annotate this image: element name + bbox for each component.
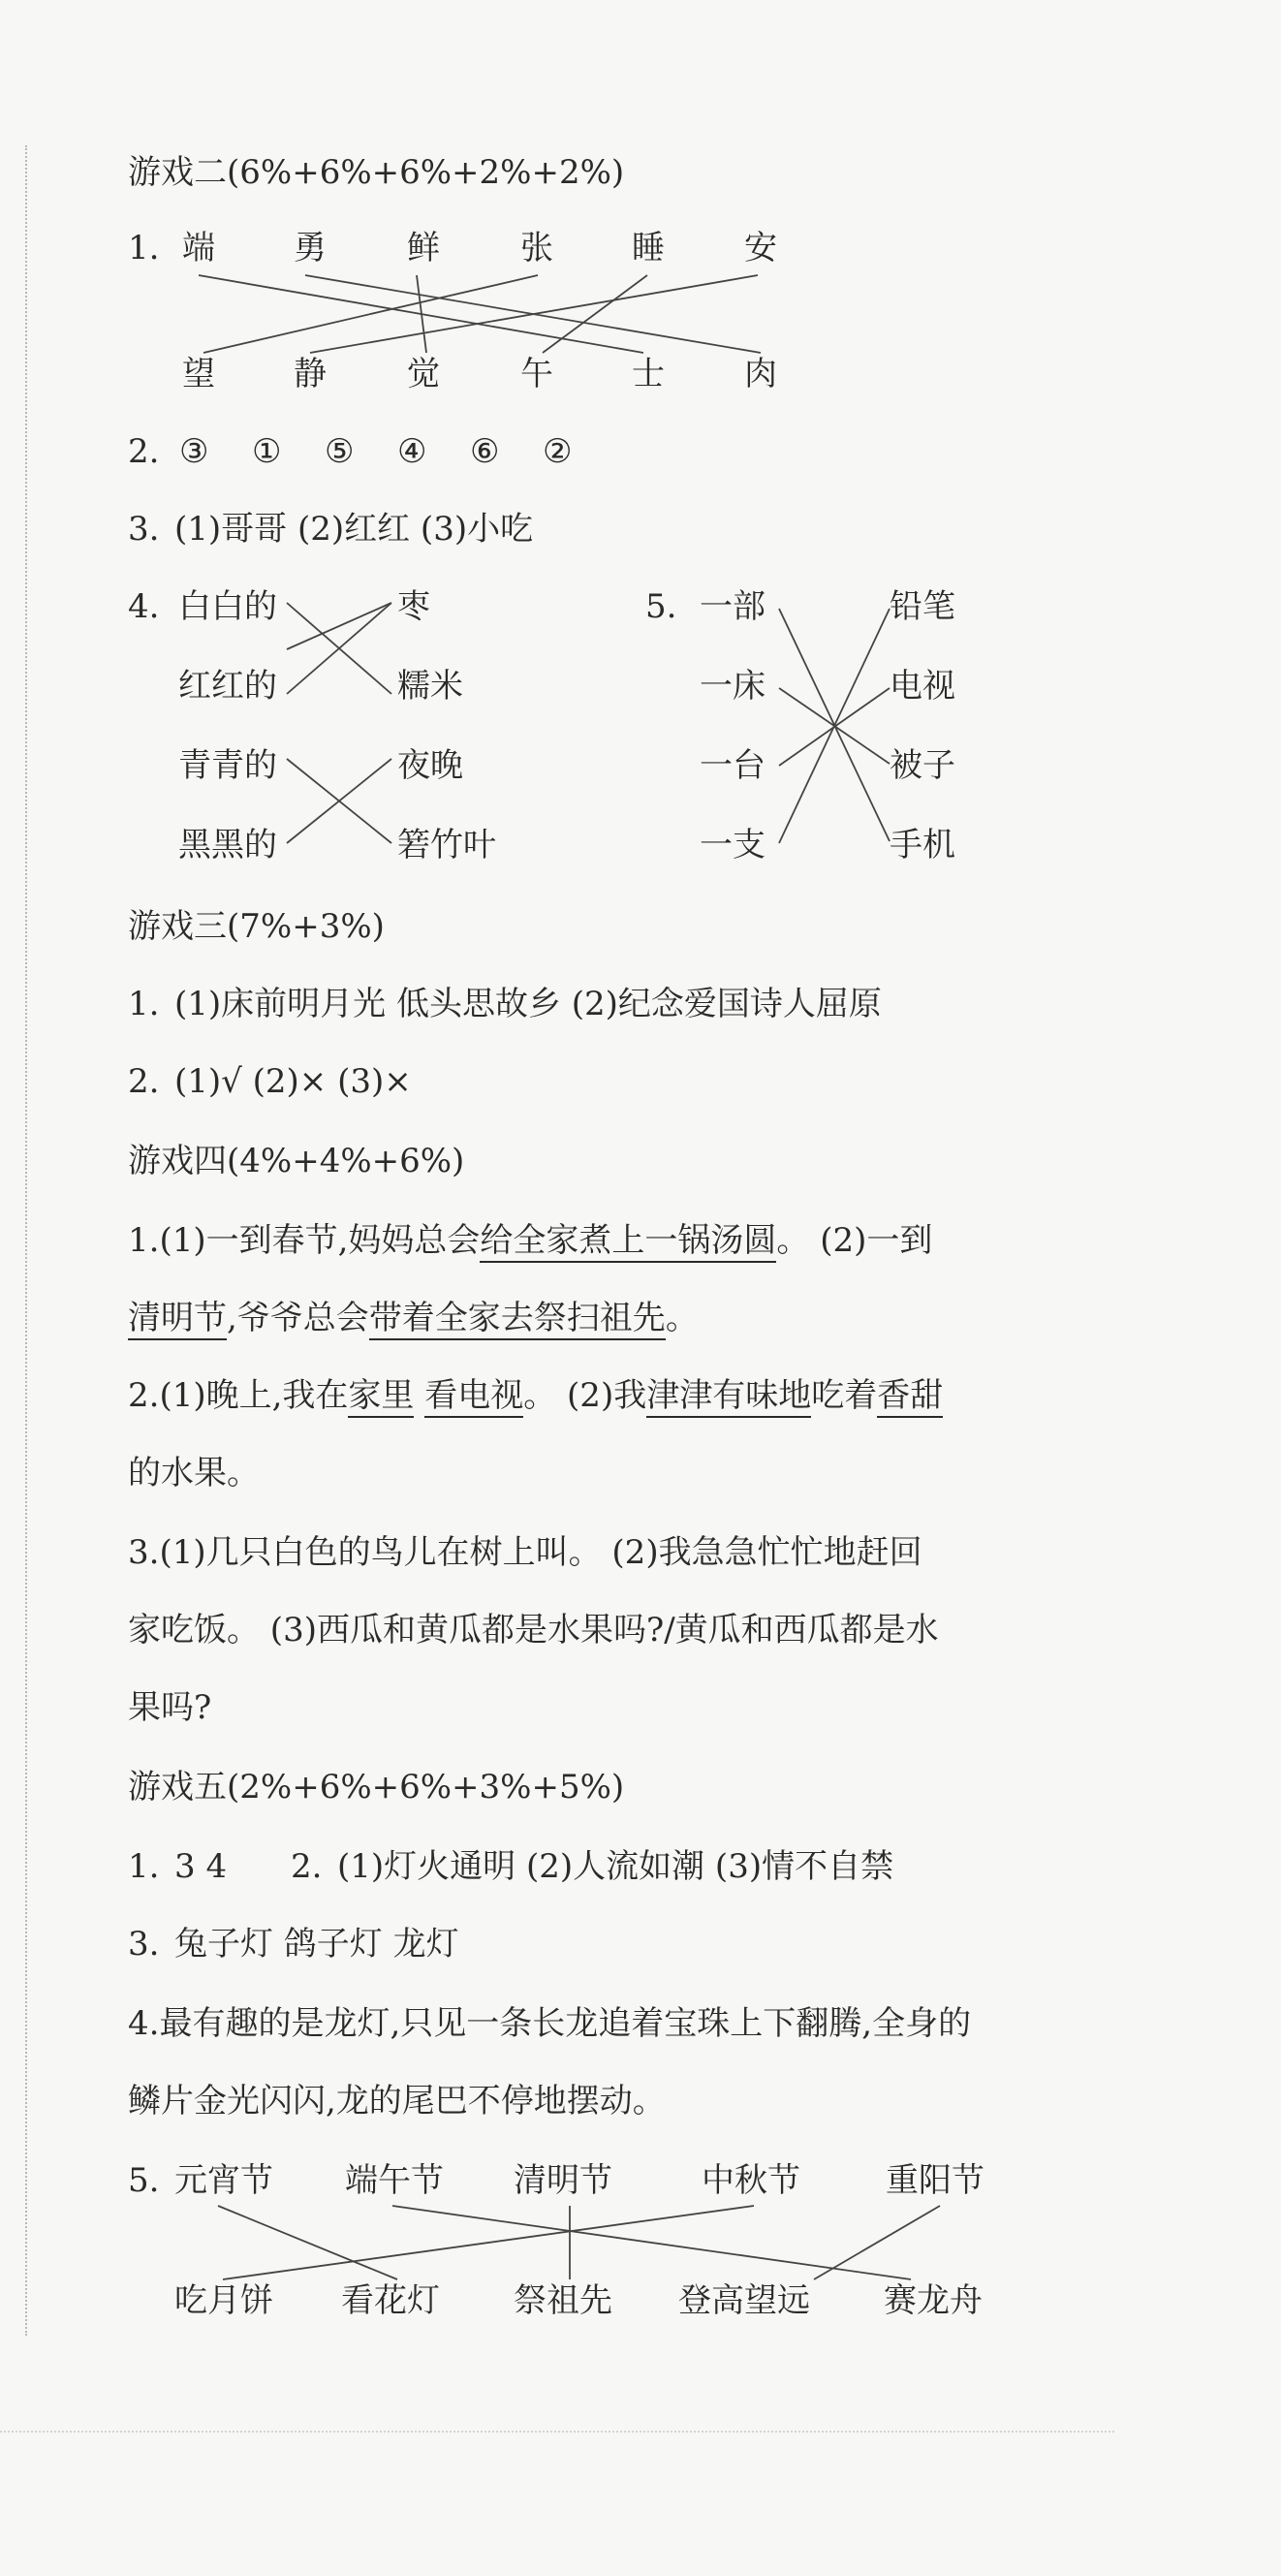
q2-line: 的水果。 [128,1454,260,1492]
match-left-word: 一台 [700,746,765,785]
match-right-word: 枣 [397,587,430,626]
match-top-char: 端 [182,229,215,267]
q4-number: 4. [128,2004,160,2043]
q1-answer: 3 4 [174,1847,228,1886]
q2-number: 2. [128,1376,160,1415]
match-top-char: 安 [744,229,777,267]
match-right-word: 被子 [890,746,955,785]
order-answer: ⑥ [470,432,500,471]
q4-line: 4.最有趣的是龙灯,只见一条长龙追着宝珠上下翻腾,全身的 [128,2004,972,2043]
q1-number: 1. [128,229,160,267]
match-line [287,603,391,649]
underlined-answer: 香甜 [877,1376,943,1418]
match-right-word: 糯米 [397,667,463,706]
underlined-answer: 带着全家去祭扫祖先 [369,1299,666,1340]
match-top-word: 元宵节 [174,2161,273,2200]
q3-number: 3. [128,1925,160,1963]
match-line [814,2206,940,2279]
match-bottom-char: 望 [182,355,215,393]
q1-number: 1. [128,1847,160,1886]
underlined-answer: 看电视 [424,1376,523,1418]
match-left-word: 一床 [700,667,765,706]
match-line [223,2206,754,2279]
match-bottom-word: 看花灯 [341,2281,440,2320]
q2-number: 2. [291,1847,323,1886]
q3-number: 3. [128,1533,160,1572]
match-left-word: 黑黑的 [178,826,277,864]
match-bottom-char: 午 [520,355,553,393]
game3-heading: 游戏三(7%+3%) [128,907,385,946]
q2-answer: (1)灯火通明 (2)人流如潮 (3)情不自禁 [337,1847,894,1886]
match-bottom-word: 祭祖先 [514,2281,612,2320]
match-top-word: 中秋节 [702,2161,800,2200]
match-left-word: 白白的 [178,587,277,626]
match-top-char: 鲜 [407,229,440,267]
q2-line: 2.(1)晚上,我在家里 看电视。 (2)我津津有味地吃着香甜 [128,1376,943,1415]
underlined-answer: 清明节 [128,1299,227,1340]
game4-heading: 游戏四(4%+4%+6%) [128,1142,465,1180]
game5-heading: 游戏五(2%+6%+6%+3%+5%) [128,1768,625,1806]
q4-line: 鳞片金光闪闪,龙的尾巴不停地摆动。 [128,2082,666,2120]
match-bottom-char: 静 [294,355,327,393]
match-line [543,275,647,353]
match-bottom-char: 肉 [744,355,777,393]
match-top-word: 清明节 [514,2161,612,2200]
match-right-word: 夜晚 [397,746,463,785]
game2-heading: 游戏二(6%+6%+6%+2%+2%) [128,153,625,192]
order-answer: ③ [179,432,209,471]
underlined-answer: 家里 [348,1376,414,1418]
order-answer: ⑤ [325,432,355,471]
match-left-word: 一支 [700,826,765,864]
match-right-word: 铅笔 [890,587,955,626]
q3-number: 3. [128,510,160,549]
match-left-word: 青青的 [178,746,277,785]
q1-answer: (1)床前明月光 低头思故乡 (2)纪念爱国诗人屈原 [174,985,882,1023]
match-right-word: 手机 [890,826,955,864]
q2-answer: (1)√ (2)× (3)× [174,1062,412,1101]
q3-answer: (1)哥哥 (2)红红 (3)小吃 [174,510,534,549]
match-top-word: 端午节 [345,2161,444,2200]
match-left-word: 一部 [700,587,765,626]
order-answer: ① [252,432,282,471]
q1-number: 1. [128,1221,160,1260]
match-top-word: 重阳节 [886,2161,984,2200]
order-answer: ④ [397,432,427,471]
match-top-char: 睡 [632,229,665,267]
q3-line: 果吗? [128,1688,212,1727]
match-top-char: 勇 [294,229,327,267]
match-left-word: 红红的 [178,667,277,706]
q5-number: 5. [128,2161,160,2200]
q2-number: 2. [128,432,160,471]
q1-line: 1.(1)一到春节,妈妈总会给全家煮上一锅汤圆。 (2)一到 [128,1221,932,1260]
underlined-answer: 津津有味地 [646,1376,811,1418]
q4-number: 4. [128,587,160,626]
underlined-answer: 给全家煮上一锅汤圆 [480,1221,776,1263]
order-answer: ② [543,432,573,471]
match-top-char: 张 [520,229,553,267]
match-bottom-word: 吃月饼 [174,2281,273,2320]
q1-line: 清明节,爷爷总会带着全家去祭扫祖先。 [128,1299,699,1337]
q3-line: 3.(1)几只白色的鸟儿在树上叫。 (2)我急急忙忙地赶回 [128,1533,922,1572]
q1-number: 1. [128,985,160,1023]
match-bottom-char: 士 [632,355,665,393]
q5-number: 5. [645,587,677,626]
match-bottom-word: 登高望远 [678,2281,810,2320]
q3-line: 家吃饭。 (3)西瓜和黄瓜都是水果吗?/黄瓜和西瓜都是水 [128,1611,939,1649]
q3-answer: 兔子灯 鸽子灯 龙灯 [174,1925,459,1963]
q2-number: 2. [128,1062,160,1101]
match-right-word: 电视 [890,667,955,706]
match-right-word: 箬竹叶 [397,826,496,864]
match-bottom-char: 觉 [407,355,440,393]
match-bottom-word: 赛龙舟 [884,2281,983,2320]
